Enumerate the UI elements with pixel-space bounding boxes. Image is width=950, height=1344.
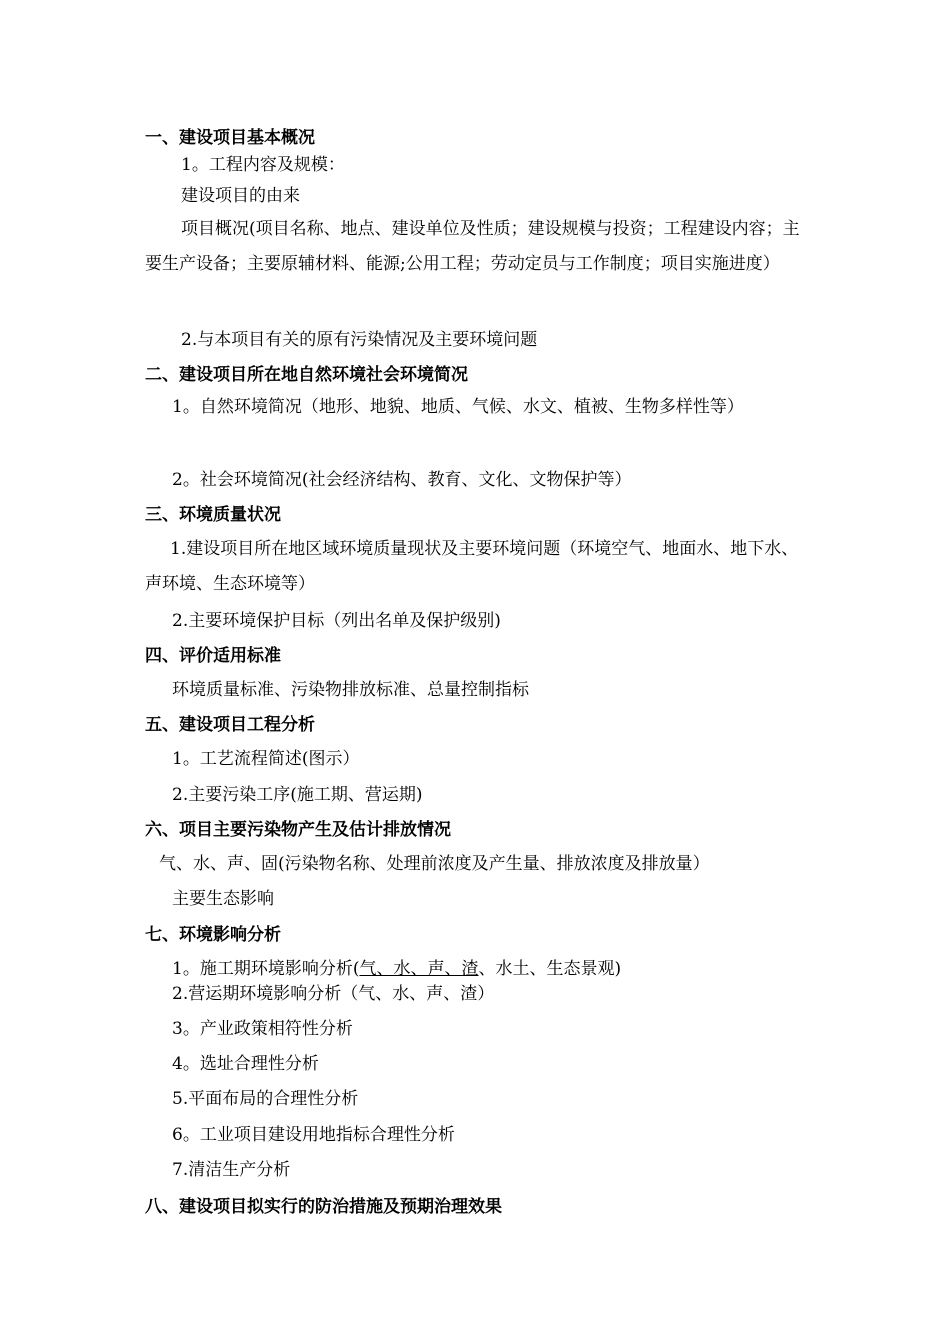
- section-7-item-2: 2.营运期环境影响分析（气、水、声、渣）: [172, 984, 495, 1004]
- section-3-title: 三、环境质量状况: [145, 505, 281, 525]
- section-1-item-4: 2.与本项目有关的原有污染情况及主要环境问题: [181, 330, 538, 350]
- section-3-item-2: 2.主要环境保护目标（列出名单及保护级别): [172, 611, 501, 631]
- section-1-item-1: 1。工程内容及规模：: [181, 155, 345, 175]
- section-7-item-6: 6。工业项目建设用地指标合理性分析: [172, 1125, 455, 1145]
- section-7-item-5: 5.平面布局的合理性分析: [172, 1089, 359, 1109]
- section-4-item-1: 环境质量标准、污染物排放标准、总量控制指标: [172, 680, 529, 700]
- section-7-item-1-suffix: 、水土、生态景观): [478, 959, 622, 979]
- section-2-item-1: 1。自然环境简况（地形、地貌、地质、气候、水文、植被、生物多样性等）: [172, 397, 744, 417]
- section-7-item-4: 4。选址合理性分析: [172, 1054, 319, 1074]
- section-6-item-1: 气、水、声、固(污染物名称、处理前浓度及产生量、排放浓度及排放量）: [159, 854, 710, 874]
- section-6-title: 六、项目主要污染物产生及估计排放情况: [145, 820, 451, 840]
- section-2-title: 二、建设项目所在地自然环境社会环境简况: [145, 365, 468, 385]
- section-8-title: 八、建设项目拟实行的防治措施及预期治理效果: [145, 1197, 502, 1217]
- section-7-item-1-underlined: 气、水、声、渣: [359, 959, 479, 979]
- section-7-item-1-prefix: 1。施工期环境影响分析(: [172, 959, 360, 979]
- section-5-item-1: 1。工艺流程简述(图示）: [172, 749, 360, 769]
- section-2-item-2: 2。社会环境简况(社会经济结构、教育、文化、文物保护等）: [172, 470, 632, 490]
- section-7-item-1: [145, 959, 810, 979]
- section-3-item-1: 1.建设项目所在地区域环境质量现状及主要环境问题（环境空气、地面水、地下水、声环境、生态环境等）: [145, 539, 799, 594]
- section-1-item-3: 项目概况(项目名称、地点、建设单位及性质；建设规模与投资；工程建设内容；主要生产设备；主要原辅材料、能源;公用工程；劳动定员与工作制度；项目实施进度）: [145, 219, 800, 274]
- section-1-title: 一、建设项目基本概况: [145, 128, 315, 148]
- section-1-item-2: 建设项目的由来: [181, 186, 300, 206]
- section-7-item-3: 3。产业政策相符性分析: [172, 1019, 353, 1039]
- section-7-item-7: 7.清洁生产分析: [172, 1160, 291, 1180]
- section-5-title: 五、建设项目工程分析: [145, 715, 315, 735]
- section-4-title: 四、评价适用标准: [145, 646, 281, 666]
- section-7-title: 七、环境影响分析: [145, 925, 281, 945]
- section-6-item-2: 主要生态影响: [172, 889, 274, 909]
- section-5-item-2: 2.主要污染工序(施工期、营运期): [172, 785, 423, 805]
